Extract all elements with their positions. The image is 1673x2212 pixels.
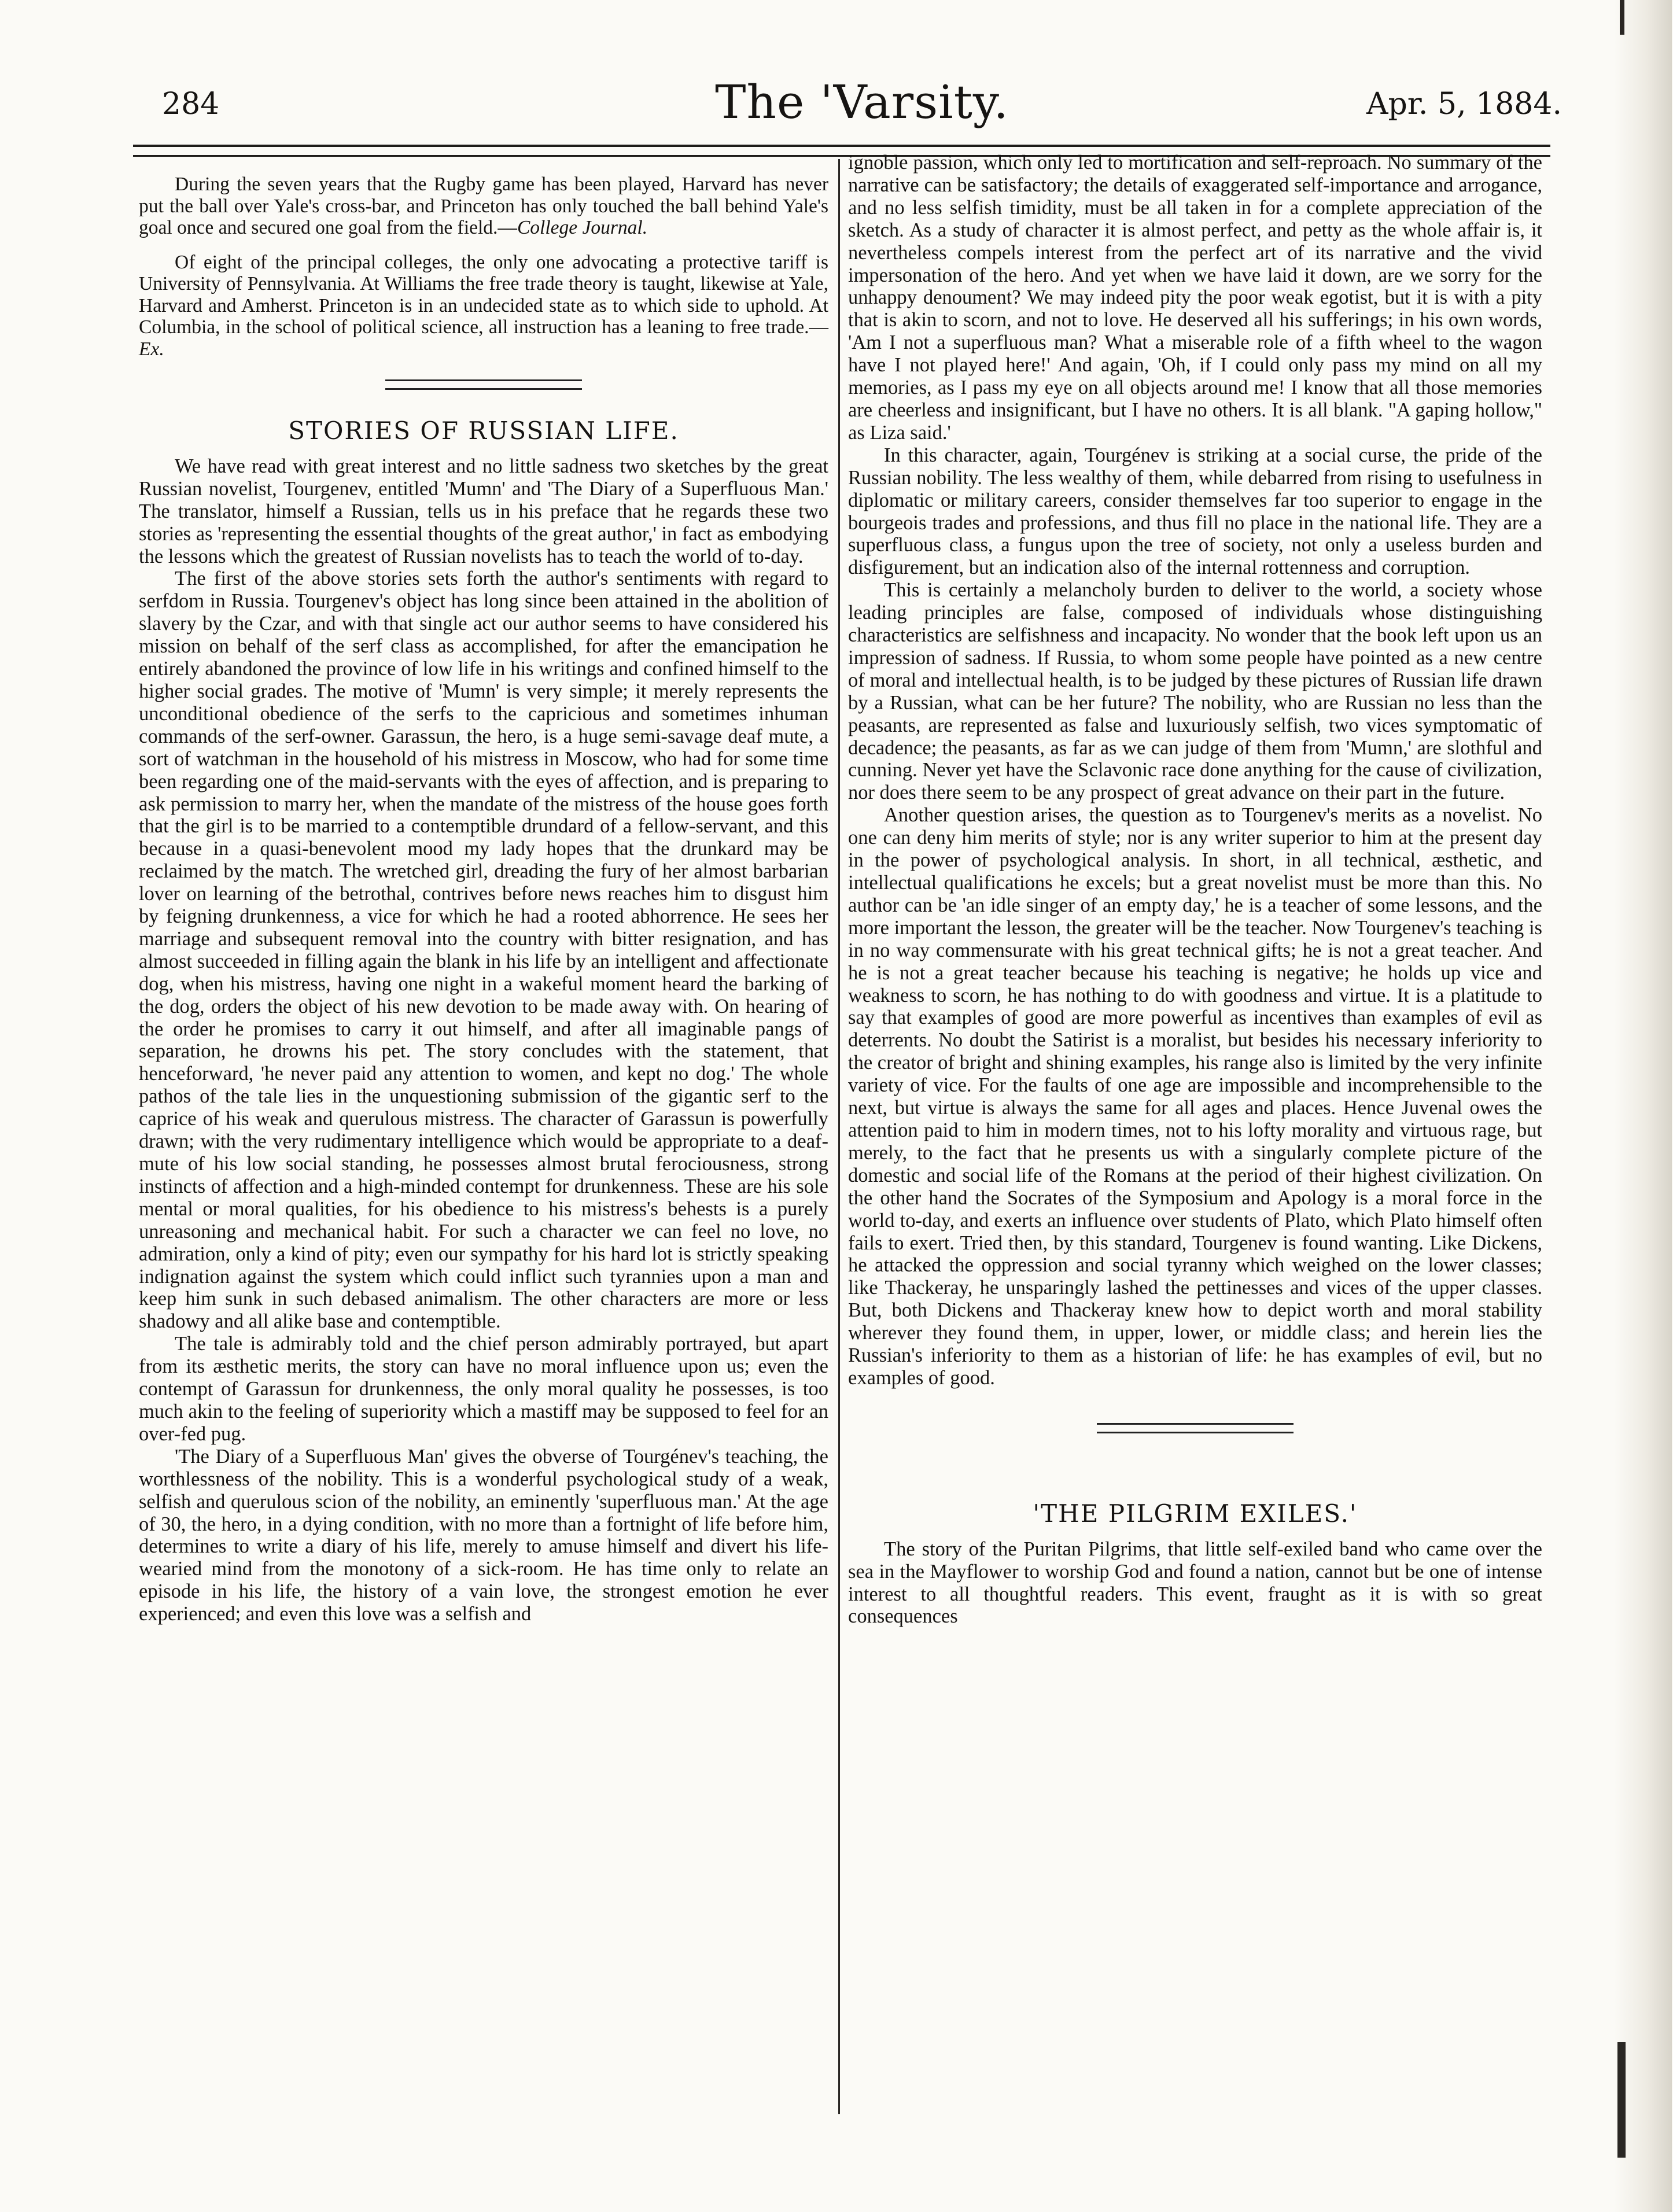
article-heading: 'THE PILGRIM EXILES.' [1033, 1499, 1358, 1528]
right-column [848, 152, 1542, 1628]
article-paragraph: 'The Diary of a Superfluous Man' gives the obverse of Tourgénev's teaching, the worthlessness of the nobility. This is a wonderful psychological study of a weak, selfish and querulous scion of the nobility, an eminently 'superfluous man.' At the age of 30, the hero, in a dying condition, with no more than a fortnight of life before him, determines to write a diary of his life, merely to amuse himself and divert his life-wearied mind from the monotony of a sick-room. He has time only to relate an episode in his life, the history of a vain love, the strongest emotion he ever experienced; and even this love was a selfish and [139, 1445, 828, 1625]
news-note: During the seven years that the Rugby game has been played, Harvard has never put the ball over Yale's cross-bar, and Princeton has only touched the ball behind Yale's goal once and secured one goal from the field.—College Journal. [139, 174, 828, 238]
article-paragraph: Another question arises, the question as to Tourgenev's merits as a novelist. No one can deny him merits of style; nor is any writer superior to him at the present day in the power of psychological analysis. In short, in all technical, æsthetic, and intellectual qualifications he excels; but a great novelist must be more than this. No author can be 'an idle singer of an empty day,' he is a teacher of some lessons, and the more important the lesson, the greater will be the teacher. Now Tourgenev's teaching is in no way commensurate with his great technical gifts; he is not a great teacher. And he is not a great teacher because his teaching is negative; he holds up vice and weakness to scorn, he has nothing to do with goodness and virtue. It is a platitude to say that examples of good are more powerful as incentives than examples of evil as deterrents. No doubt the Satirist is a moralist, but besides his necessary inferiority to the creator of bright and shining examples, his range also is limited by the very infinite variety of vice. For the faults of one age are impossible and incomprehensible to the next, but virtue is always the same for all ages and places. Hence Juvenal owes the attention paid to him in modern times, not to his lofty morality and virtuous rage, but merely, to the fact that he presents us with a singularly complete picture of the domestic and social life of the Romans at the period of their highest civilization. On the other hand the Socrates of the Symposium and Apology is a moral force in the world to-day, and exerts an influence over students of Plato, which Plato himself often fails to exert. Tried then, by this standard, Tourgenev is found wanting. Like Dickens, he attacked the oppression and social tyranny which weighed on the lower classes; like Thackeray, he unsparingly lashed the pettinesses and vices of the upper classes. But, both Dickens and Thackeray knew how to depict worth and moral stability wherever they found them, in upper, lower, or middle class; and herein lies the Russian's inferiority to them as a historian of life: he has examples of evil, but no examples of good. [848, 804, 1542, 1389]
publication-title: The 'Varsity. [715, 75, 1009, 129]
edge-mark [1617, 2042, 1626, 2158]
page-edge-shadow [1614, 0, 1672, 2212]
article-paragraph: We have read with great interest and no little sadness two sketches by the great Russian novelist, Tourgenev, entitled 'Mumn' and 'The Diary of a Superfluous Man.' The translator, himself a Russian, tells us in his preface that he regards these two stories as 'representing the essential thoughts of the great author,' in fact as embodying the lessons which the greatest of Russian novelists has to teach the world of to-day. [139, 455, 828, 567]
article-paragraph: The story of the Puritan Pilgrims, that little self-exiled band who came over the sea in the Mayflower to worship God and found a nation, cannot but be one of intense interest to all thoughtful readers. This event, fraught as it is with so great consequences [848, 1538, 1542, 1628]
news-note: Of eight of the principal colleges, the only one advocating a protective tariff is University of Pennsylvania. At Williams the free trade theory is taught, likewise at Yale, Harvard and Amherst. Princeton is in an undecided state as to which side to uphold. At Columbia, in the school of political science, all instruction has a leaning to free trade.—Ex. [139, 251, 828, 360]
masthead [162, 75, 1562, 145]
issue-date: Apr. 5, 1884. [1366, 87, 1562, 121]
article-paragraph: The first of the above stories sets forth the author's sentiments with regard to serfdom in Russia. Tourgenev's object has long since been attained in the abolition of slavery by the Czar, and with that single act our author seems to have considered his mission on behalf of the serf class as accomplished, for after the emancipation he entirely abandoned the province of low life in his writings and confined himself to the higher social grades. The motive of 'Mumn' is very simple; it merely represents the unconditional obedience of the serfs to the capricious and sometimes inhuman commands of the serf-owner. Garassun, the hero, is a huge semi-savage deaf mute, a sort of watchman in the household of his mistress in Moscow, who had for some time been regarding one of the maid-servants with the eyes of affection, and is preparing to ask permission to marry her, when the mandate of the mistress of the house goes forth that the girl is to be married to a contemptible drundard of a fellow-servant, and this because in a quasi-benevolent mood my lady hopes that the drunkard may be reclaimed by the match. The wretched girl, dreading the fury of her almost barbarian lover on learning of the betrothal, contrives before news reaches him to disgust him by feigning drunkenness, a vice for which he had a rooted abhorrence. He sees her marriage and subsequent removal into the country with bitter resignation, and has almost succeeded in filling again the blank in his life by an intelligent and affectionate dog, when his mistress, having one night in a wakeful moment heard the barking of the dog, orders the object of his new devotion to be made away with. On hearing of the order he promises to carry it out himself, and after all imaginable pangs of separation, he drowns his pet. The story concludes with the statement, that henceforward, 'he never paid any attention to women, and kept no dog.' The whole pathos of the tale lies in the unquestioning submission of the gigantic serf to the caprice of his weak and querulous mistress. The character of Garassun is powerfully drawn; with the very rudimentary intelligence which would be appropriate to a deaf-mute of his low social standing, he possesses almost brutal ferociousness, strong instincts of affection and a high-minded contempt for drunkenness. These are his sole mental or moral qualities, for his obedience to his mistress's behests is a purely unreasoning and mechanical habit. For such a character we can feel no love, no admiration, only a kind of pity; even our sympathy for his hard lot is strictly speaking indignation against the system which could inflict such tyrannies upon a man and keep him sunk in such debased animalism. The other characters are more or less shadowy and all alike base and contemptible. [139, 567, 828, 1333]
masthead-rule [133, 145, 1550, 147]
article-paragraph: In this character, again, Tourgénev is striking at a social curse, the pride of the Russian nobility. The less wealthy of them, while debarred from rising to usefulness in diplomatic or military careers, consider themselves far too superior to engage in the bourgeois trades and professions, and thus fill no place in the national life. They are a superfluous class, a fungus upon the tree of society, not only a useless burden and disfigurement, but an indication also of the internal rottenness and corruption. [848, 444, 1542, 579]
page-number: 284 [162, 87, 220, 121]
edge-mark [1620, 0, 1624, 35]
left-column [139, 174, 828, 1625]
article-paragraph: The tale is admirably told and the chief person admirably portrayed, but apart from its æsthetic merits, the story can have no moral influence upon us; even the contempt of Garassun for drunkenness, the only moral quality he possesses, is too much akin to the feeling of superiority which a mastiff may be supposed to feel for an over-fed pug. [139, 1333, 828, 1445]
article-heading: STORIES OF RUSSIAN LIFE. [288, 416, 679, 445]
article-paragraph: ignoble passion, which only led to mortification and self-reproach. No summary of the narrative can be satisfactory; the details of exaggerated self-importance and arrogance, and no less selfish timidity, must be all taken in for a complete appreciation of the sketch. As a study of character it is almost perfect, and petty as the whole affair is, it nevertheless compels interest from the perfect art of its narrative and the vivid impersonation of the hero. And yet when we have laid it down, are we sorry for the unhappy denoument? We may indeed pity the poor weak egotist, but it is with a pity that is akin to scorn, and not to love. He deserved all his sufferings; in his own words, 'Am I not a superfluous man? What a miserable role of a fifth wheel to the wagon have I not played here!' And again, 'Oh, if I could only pass my mind on all my memories, as I pass my eye on all objects around me! I know that all those memories are cheerless and insignificant, but I have no others. It is all blank. "A gaping hollow," as Liza said.' [848, 152, 1542, 444]
section-separator [385, 379, 582, 390]
article-paragraph: This is certainly a melancholy burden to deliver to the world, a society whose leading principles are false, composed of individuals whose distinguishing characteristics are selfishness and incapacity. No wonder that the book left upon us an impression of sadness. If Russia, to whom some people have pointed as a new centre of moral and intellectual health, is to be judged by these pictures of Russian life drawn by a Russian, what can be her future? The nobility, who are Russian no less than the peasants, are represented as false and luxuriously selfish, two vices symptomatic of decadence; the peasants, as far as we can judge of them from 'Mumn,' are slothful and cunning. Never yet have the Sclavonic race done anything for the cause of civilization, nor does there seem to be any prospect of great advance on their part in the future. [848, 579, 1542, 804]
column-divider [838, 159, 840, 2114]
section-separator [1097, 1423, 1294, 1433]
